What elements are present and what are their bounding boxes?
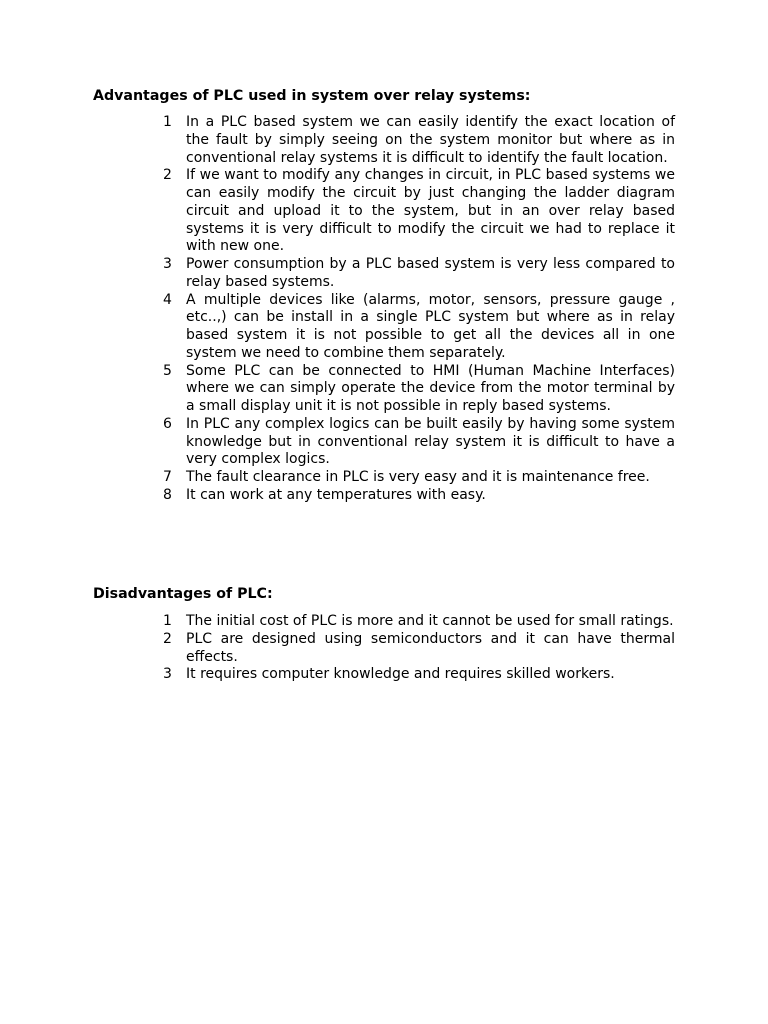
item-number: 2: [163, 167, 172, 184]
disadvantage-item: [160, 631, 675, 667]
item-number: 1: [163, 613, 172, 629]
item-text: If we want to modify any changes in circuit, in PLC based systems we can easily modify the circuit by just changing the ladder diagram circuit and upload it to the system, but in an over relay based systems it is very difficult to modify the circuit we had to replace it with new one.: [186, 167, 675, 255]
item-number: 5: [163, 362, 172, 379]
item-number: 6: [163, 415, 172, 432]
advantage-item: [160, 292, 675, 363]
item-number: 3: [163, 666, 172, 683]
item-text: PLC are designed using semiconductors and it can have thermal effects.: [186, 630, 675, 665]
advantage-item: [160, 363, 675, 416]
item-text: Power consumption by a PLC based system is very less compared to relay based systems.: [186, 256, 675, 290]
item-number: 4: [163, 291, 172, 308]
advantage-item: [160, 469, 675, 487]
advantage-item: [160, 256, 675, 292]
advantages-heading: Advantages of PLC used in system over relay systems:: [93, 88, 531, 104]
advantage-item: [160, 416, 675, 469]
item-text: It can work at any temperatures with easy.: [186, 486, 486, 503]
item-text: The fault clearance in PLC is very easy and it is maintenance free.: [186, 469, 650, 485]
advantage-item: [160, 114, 675, 167]
item-text: The initial cost of PLC is more and it cannot be used for small ratings.: [186, 613, 674, 629]
advantage-item: [160, 487, 675, 505]
item-number: 8: [163, 486, 172, 503]
item-number: 2: [163, 630, 172, 647]
item-text: It requires computer knowledge and requires skilled workers.: [186, 666, 615, 683]
disadvantages-list: [160, 613, 675, 684]
item-number: 7: [163, 469, 172, 485]
item-text: In a PLC based system we can easily identify the exact location of the fault by simply seeing on the system monitor but where as in conventional relay systems it is difficult to identify the fault location.: [186, 114, 675, 166]
advantage-item: [160, 167, 675, 256]
advantages-list: [160, 114, 675, 505]
item-text: Some PLC can be connected to HMI (Human Machine Interfaces) where we can simply operate the device from the motor terminal by a small display unit it is not possible in reply based systems.: [186, 362, 675, 414]
item-number: 3: [163, 256, 172, 272]
disadvantages-heading: Disadvantages of PLC:: [93, 586, 273, 602]
item-text: A multiple devices like (alarms, motor, sensors, pressure gauge , etc..,) can be install in a single PLC system but where as in relay based system it is not possible to get all the devices all in one system we need to combine them separately.: [186, 291, 675, 361]
item-text: In PLC any complex logics can be built easily by having some system knowledge but in conventional relay system it is difficult to have a very complex logics.: [186, 415, 675, 468]
item-number: 1: [163, 114, 172, 130]
disadvantage-item: [160, 666, 675, 684]
disadvantage-item: [160, 613, 675, 631]
